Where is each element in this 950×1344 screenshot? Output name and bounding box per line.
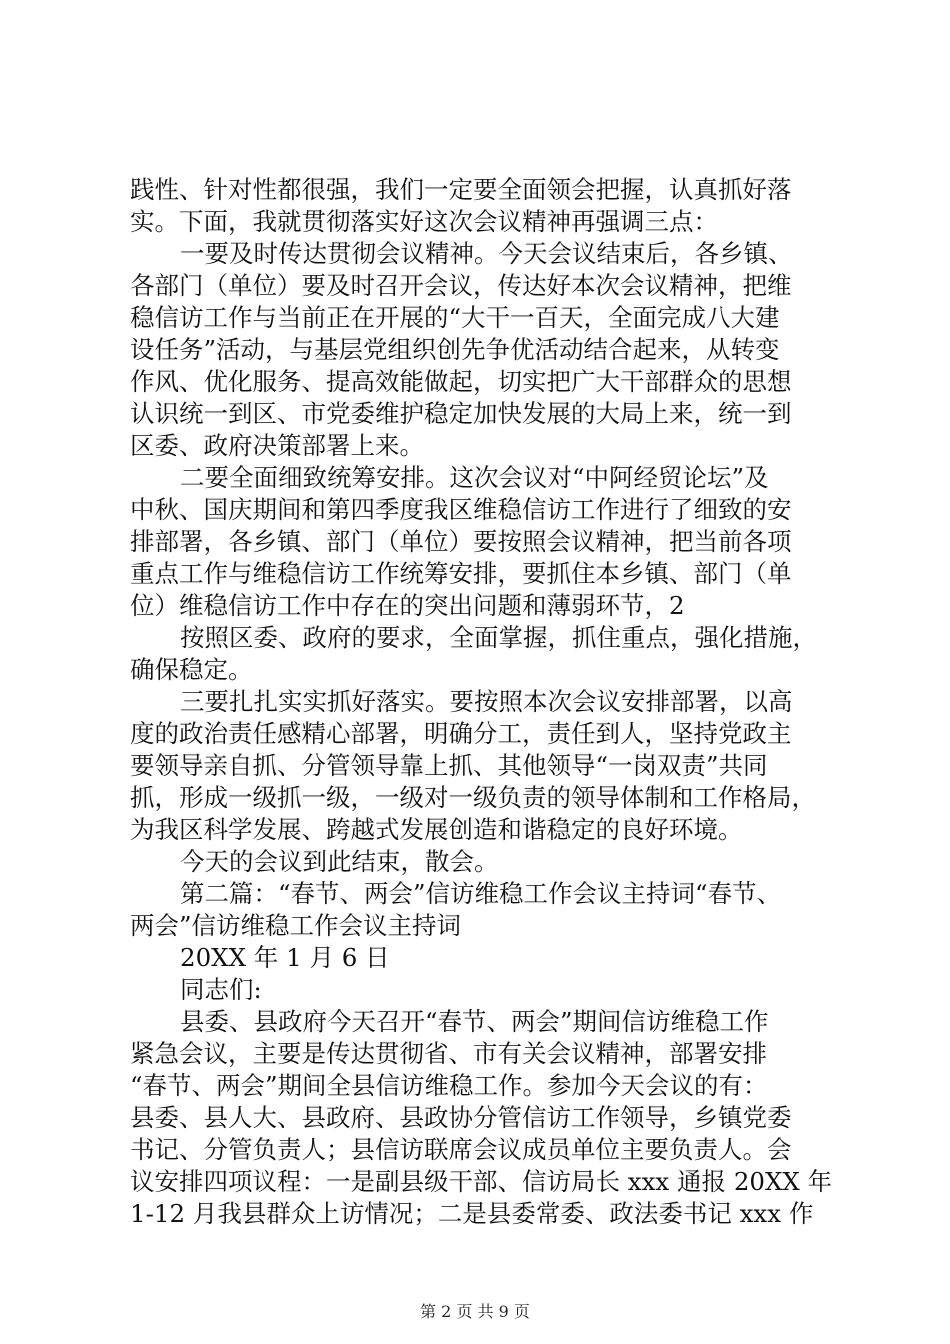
text-line: 作风、优化服务、提高效能做起，切实把广大干部群众的思想 [130,367,792,396]
text-line: 议安排四项议程：一是副县级干部、信访局长 xxx 通报 20XX 年 [130,1167,833,1196]
page-footer: 第 2 页 共 9 页 [420,1302,530,1321]
text-line: 两会”信访维稳工作会议主持词 [130,911,462,940]
text-line: 县委、县政府今天召开“春节、两会”期间信访维稳工作 [180,1007,769,1036]
text-line: 书记、分管负责人；县信访联席会议成员单位主要负责人。会 [130,1135,792,1164]
text-line: 紧急会议，主要是传达贯彻省、市有关会议精神，部署安排 [130,1039,767,1068]
text-line: 1-12 月我县群众上访情况；二是县委常委、政法委书记 xxx 作 [130,1199,814,1228]
text-line: 确保稳定。 [130,655,253,684]
text-line: 设任务”活动，与基层党组织创先争优活动结合起来，从转变 [130,335,780,364]
document-body [130,174,840,1230]
text-line: 第二篇：“春节、两会”信访维稳工作会议主持词“春节、 [180,879,782,908]
text-line: 稳信访工作与当前正在开展的“大干一百天，全面完成八大建 [130,303,780,332]
text-line: 排部署，各乡镇、部门（单位）要按照会议精神，把当前各项 [130,527,792,556]
text-line: 20XX 年 1 月 6 日 [180,943,390,972]
text-line: “春节、两会”期间全县信访维稳工作。参加今天会议的有： [130,1071,768,1100]
text-line: 各部门（单位）要及时召开会议，传达好本次会议精神，把维 [130,271,792,300]
text-line: 要领导亲自抓、分管领导靠上抓、其他领导“一岗双责”共同 [130,751,768,780]
text-line: 抓，形成一级抓一级，一级对一级负责的领导体制和工作格局， [130,783,816,812]
text-line: 三要扎扎实实抓好落实。要按照本次会议安排部署，以高 [180,687,793,716]
text-line: 县委、县人大、县政府、县政协分管信访工作领导，乡镇党委 [130,1103,792,1132]
text-line: 度的政治责任感精心部署，明确分工，责任到人，坚持党政主 [130,719,792,748]
text-line: 重点工作与维稳信访工作统筹安排，要抓住本乡镇、部门（单 [130,559,792,588]
text-line: 区委、政府决策部署上来。 [130,431,424,460]
text-line: 中秋、国庆期间和第四季度我区维稳信访工作进行了细致的安 [130,495,792,524]
text-line: 一要及时传达贯彻会议精神。今天会议结束后，各乡镇、 [180,239,793,268]
text-line: 按照区委、政府的要求，全面掌握，抓住重点，强化措施， [180,623,817,652]
text-line: 二要全面细致统筹安排。这次会议对“中阿经贸论坛”及 [180,463,769,492]
text-line: 同志们: [180,975,262,1004]
text-line: 实。下面，我就贯彻落实好这次会议精神再强调三点： [130,207,718,236]
text-line: 践性、针对性都很强，我们一定要全面领会把握，认真抓好落 [130,175,792,204]
text-line: 今天的会议到此结束，散会。 [180,847,499,876]
text-line: 认识统一到区、市党委维护稳定加快发展的大局上来，统一到 [130,399,792,428]
text-line: 位）维稳信访工作中存在的突出问题和薄弱环节，2 [130,591,685,620]
text-line: 为我区科学发展、跨越式发展创造和谐稳定的良好环境。 [130,815,743,844]
